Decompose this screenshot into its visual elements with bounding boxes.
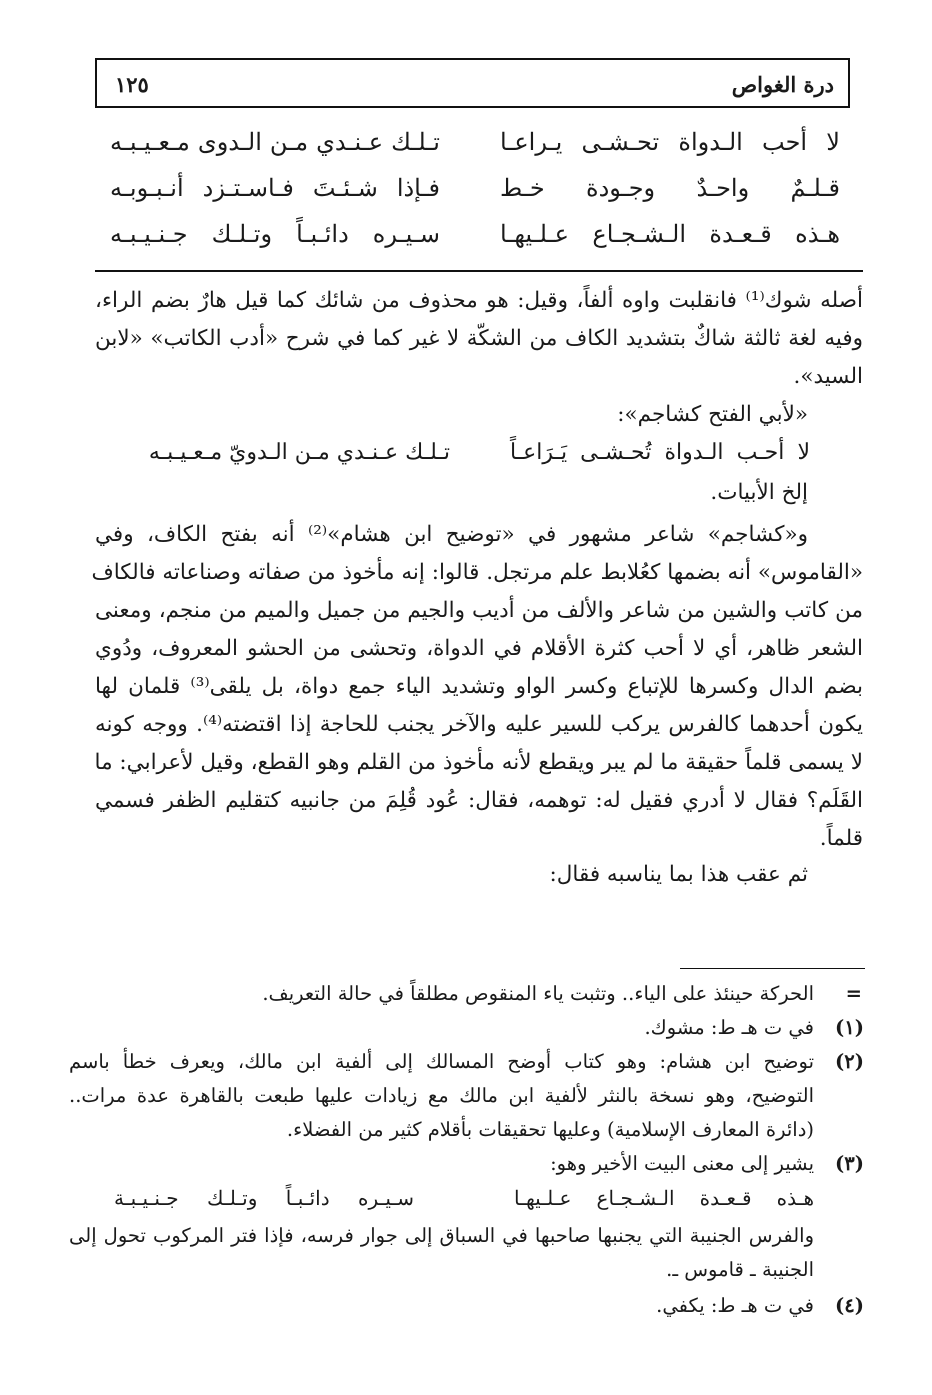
text-line: و«كشاجم» شاعر مشهور في «توضيح ابن هشام»⁽²⁾ أنه بفتح الكاف، وفي: [95, 522, 808, 547]
text-line: «القاموس» أنه بضمها كعُلابط علم مرتجل. قالوا: إنه مأخوذ من صفاته وصناعاته فالكاف: [91, 560, 863, 585]
text-line: القَلَم؟ فقال لا أدري فقيل له: توهمه، فقال: عُود قُلِمَ من جانبيه كتقليم الظفر فسمي: [95, 788, 863, 813]
commentary: [91, 282, 863, 887]
footnote-text: والفرس الجنيبة التي يجنبها صاحبها في السباق إلى جوار فرسه، فإذا فتر المركوب تحول إلى: [69, 1224, 814, 1247]
text-line: أصله شوك⁽¹⁾ فانقلبت واوه ألفاً، وقيل: هو محذوف من شائك كما قيل هارٌ بضم الراء،: [95, 288, 863, 313]
continuation-mark: =: [845, 982, 862, 1005]
poem-verse: [110, 220, 840, 262]
footnote-text: الحركة حينئذ على الياء.. وتثبت ياء المنقوص مطلقاً في حالة التعريف.: [262, 982, 814, 1005]
footnote-number: (٤): [835, 1294, 864, 1317]
quoted-verse: [150, 434, 810, 472]
footnote-verse: [114, 1186, 814, 1220]
footnote-text: توضيح ابن هشام: وهو كتاب أوضح المسالك إلى ألفية ابن مالك، ويعرف خطأ باسم: [69, 1050, 814, 1073]
text-line: السيد».: [793, 364, 863, 389]
verse-first-hemistich: هـذه قـعـدة الـشـجـاع عـلـيهـا: [514, 1186, 814, 1210]
verse-second-hemistich: فـإذا شـئـتَ فـاسـتـزد أنـبـوبـه: [110, 174, 440, 202]
running-title: درة الغواص: [731, 72, 834, 97]
text-line: إلخ الأبيات.: [710, 480, 808, 505]
text-line: قلماً.: [819, 826, 863, 851]
text-line: وفيه لغة ثالثة شاكٌ بتشديد الكاف من الشكّة لا غير كما في شرح «أدب الكاتب» «لابن: [95, 326, 863, 351]
text-line: من كاتب والشين من شاعر والألف من أديب والجيم من جميل والميم من منجم، ومعنى: [95, 598, 863, 623]
text-line: لا يسمى قلماً حقيقة ما لم يبر ويقطع لأنه مأخوذ من القلم وهو القطع، وقيل لأعرابي: ما: [94, 750, 863, 775]
verse-second-hemistich: تـلـك عـنـدي مـن الـدويّ مـعـيـبـه: [148, 440, 450, 465]
verse-first-hemistich: لا أحـب الـدواة تُحـشـى يَـرَاعـاً: [510, 440, 810, 465]
footnote-number: (١): [835, 1016, 864, 1039]
verse-second-hemistich: سـيـره دائـبـاً وتـلـك جـنـيـبـة: [114, 1186, 414, 1210]
text-line: بضم الدال وكسرها للإتباع وكسر الواو وتشديد الياء جمع دواة، بل يلقى⁽³⁾ قلمان لها: [95, 674, 863, 699]
poem-verse: [110, 174, 840, 216]
footnote-text: التوضيح، وهو نسخة بالنثر لألفية ابن مالك مع زيادات عليها طبعت بالقاهرة عدة مرات..: [69, 1084, 814, 1107]
footnote-text: يشير إلى معنى البيت الأخير وهو:: [550, 1152, 814, 1175]
footnote-divider: [680, 968, 865, 969]
footnote-text: (دائرة المعارف الإسلامية) وعليها تحقيقات بأقلام كثير من الفضلاء.: [286, 1118, 814, 1141]
page-number: ١٢٥: [115, 72, 149, 97]
verse-first-hemistich: هـذه قـعـدة الـشـجـاع عـلـيهـا: [500, 220, 840, 248]
footnote-text: في ت هـ ط: مشوك.: [644, 1016, 814, 1039]
verse-second-hemistich: تـلـك عـنـدي مـن الـدوى مـعـيـبـه: [110, 128, 440, 156]
footnote-number: (٣): [835, 1152, 864, 1175]
text-line: الشعر ظاهر، أي لا أحب كثرة الأقلام في الدواة، وتحشى من الحشو المعروف، ودُوي: [95, 636, 863, 661]
attribution: «لأبي الفتح كشاجم»:: [617, 402, 808, 427]
verse-first-hemistich: لا أحب الـدواة تحـشـى يـراعـا: [500, 128, 840, 156]
poem-divider: [95, 270, 863, 272]
footnote-number: (٢): [835, 1050, 864, 1073]
page-header: [95, 58, 850, 108]
poem-verse: [110, 128, 840, 170]
verse-first-hemistich: قـلـمٌ واحـدٌ وجـودة خـط: [500, 174, 840, 202]
footnote-text: في ت هـ ط: يكفي.: [656, 1294, 814, 1317]
verse-second-hemistich: سـيـره دائـبـاً وتـلـك جـنـيـبـه: [110, 220, 440, 248]
footnote-text: الجنيبة ـ قاموس ـ.: [666, 1258, 814, 1281]
transition-line: ثم عقب هذا بما يناسبه فقال:: [549, 862, 808, 887]
text-line: يكون أحدهما كالفرس يركب للسير عليه والآخر يجنب للحاجة إذا اقتضته⁽⁴⁾. ووجه كونه: [95, 712, 863, 737]
